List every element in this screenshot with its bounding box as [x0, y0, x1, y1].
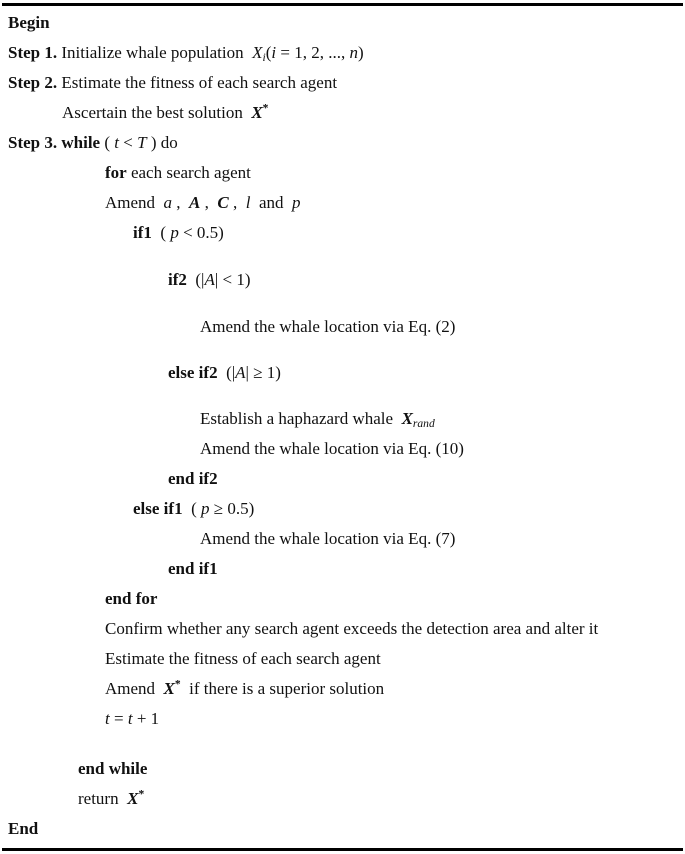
pseudocode-text: X	[252, 43, 263, 62]
pseudocode-line	[8, 814, 681, 844]
pseudocode-text: for	[105, 163, 127, 182]
pseudocode-text: i	[271, 43, 277, 62]
pseudocode-text: if2	[168, 270, 187, 289]
pseudocode-text: each search agent	[126, 163, 251, 182]
pseudocode-line	[133, 218, 681, 248]
pseudocode-text: *	[138, 787, 145, 801]
pseudocode-text: | ≥ 1)	[245, 363, 281, 382]
pseudocode-text: else if2	[168, 363, 218, 382]
pseudocode-line	[62, 98, 681, 128]
pseudocode-text: t	[127, 709, 133, 728]
pseudocode-line	[8, 38, 681, 68]
top-rule	[2, 3, 683, 6]
pseudocode-line	[8, 8, 681, 38]
pseudocode-text: ,	[228, 193, 246, 212]
pseudocode-text: Estimate the fitness of each search agent	[57, 73, 338, 92]
pseudocode-text: <	[119, 133, 138, 152]
pseudocode-text: else if1	[133, 499, 183, 518]
pseudocode-text: A	[204, 270, 215, 289]
pseudocode-line	[78, 784, 681, 814]
pseudocode-line	[105, 644, 681, 674]
pseudocode-text: Confirm whether any search agent exceeds the detection area and alter it	[105, 619, 599, 638]
bottom-rule	[2, 848, 683, 851]
pseudocode-line	[105, 584, 681, 614]
pseudocode-text: end while	[78, 759, 148, 778]
pseudocode-line	[200, 524, 681, 554]
pseudocode-text: p	[170, 223, 179, 242]
pseudocode-line	[8, 68, 681, 98]
pseudocode-text: (	[265, 43, 272, 62]
pseudocode-line	[78, 754, 681, 784]
pseudocode	[8, 8, 681, 844]
pseudocode-text: X	[127, 789, 139, 808]
pseudocode-text: p	[292, 193, 301, 212]
pseudocode-text: (	[182, 499, 201, 518]
pseudocode-text: X	[401, 409, 413, 428]
pseudocode-text: + 1	[132, 709, 160, 728]
pseudocode-text: End	[8, 819, 39, 838]
pseudocode-text: Step 1.	[8, 43, 58, 62]
pseudocode-text: X	[163, 679, 175, 698]
pseudocode-line	[168, 554, 681, 584]
pseudocode-text: ,	[200, 193, 218, 212]
pseudocode-text: end if2	[168, 469, 218, 488]
pseudocode-line	[168, 464, 681, 494]
pseudocode-text: p	[201, 499, 210, 518]
pseudocode-line	[105, 674, 681, 704]
pseudocode-text: and	[250, 193, 293, 212]
pseudocode-text: ) do	[146, 133, 178, 152]
pseudocode-text: return	[78, 789, 128, 808]
pseudocode-text: (	[151, 223, 171, 242]
pseudocode-text: if there is a superior solution	[180, 679, 385, 698]
pseudocode-text: Initialize whale population	[57, 43, 253, 62]
pseudocode-text: *	[174, 677, 181, 691]
pseudocode-text: t	[105, 709, 110, 728]
pseudocode-text: ≥ 0.5)	[209, 499, 255, 518]
pseudocode-text: n	[349, 43, 358, 62]
pseudocode-line	[105, 188, 681, 218]
pseudocode-text: =	[109, 709, 128, 728]
pseudocode-text: (|	[186, 270, 205, 289]
pseudocode-text: Ascertain the best solution	[62, 103, 252, 122]
pseudocode-text: *	[262, 101, 269, 115]
pseudocode-text: Amend	[105, 193, 164, 212]
pseudocode-line	[200, 434, 681, 464]
pseudocode-line	[168, 265, 681, 295]
pseudocode-text: if1	[133, 223, 152, 242]
pseudocode-text: l	[245, 193, 251, 212]
pseudocode-text: Amend the whale location via Eq. (2)	[200, 317, 456, 336]
pseudocode-text: Begin	[8, 13, 50, 32]
pseudocode-text: )	[357, 43, 364, 62]
pseudocode-text: end if1	[168, 559, 218, 578]
pseudocode-text: while	[61, 133, 101, 152]
pseudocode-text: T	[137, 133, 147, 152]
pseudocode-text: Amend	[105, 679, 164, 698]
pseudocode-line	[133, 494, 681, 524]
pseudocode-line	[105, 614, 681, 644]
pseudocode-text: (	[100, 133, 115, 152]
pseudocode-text: Amend the whale location via Eq. (7)	[200, 529, 456, 548]
pseudocode-text: rand	[412, 416, 435, 430]
pseudocode-text: ,	[172, 193, 190, 212]
pseudocode-line	[200, 404, 681, 434]
pseudocode-text: Step 2.	[8, 73, 58, 92]
pseudocode-text: Step 3.	[8, 133, 62, 152]
pseudocode-text: = 1, 2, ...,	[276, 43, 350, 62]
pseudocode-line	[105, 704, 681, 734]
pseudocode-line	[168, 358, 681, 388]
pseudocode-text: Estimate the fitness of each search agent	[105, 649, 381, 668]
pseudocode-text: Amend the whale location via Eq. (10)	[200, 439, 464, 458]
pseudocode-line	[8, 128, 681, 158]
pseudocode-text: | < 1)	[214, 270, 251, 289]
pseudocode-text: A	[235, 363, 246, 382]
pseudocode-text: i	[262, 50, 266, 64]
pseudocode-text: end for	[105, 589, 158, 608]
pseudocode-text: X	[251, 103, 263, 122]
pseudocode-line	[200, 312, 681, 342]
pseudocode-line	[105, 158, 681, 188]
pseudocode-text: t	[114, 133, 120, 152]
pseudocode-text: Establish a haphazard whale	[200, 409, 402, 428]
pseudocode-text: A	[189, 193, 201, 212]
pseudocode-text: a	[163, 193, 173, 212]
pseudocode-text: (|	[217, 363, 236, 382]
pseudocode-text: < 0.5)	[178, 223, 224, 242]
pseudocode-text: C	[217, 193, 229, 212]
